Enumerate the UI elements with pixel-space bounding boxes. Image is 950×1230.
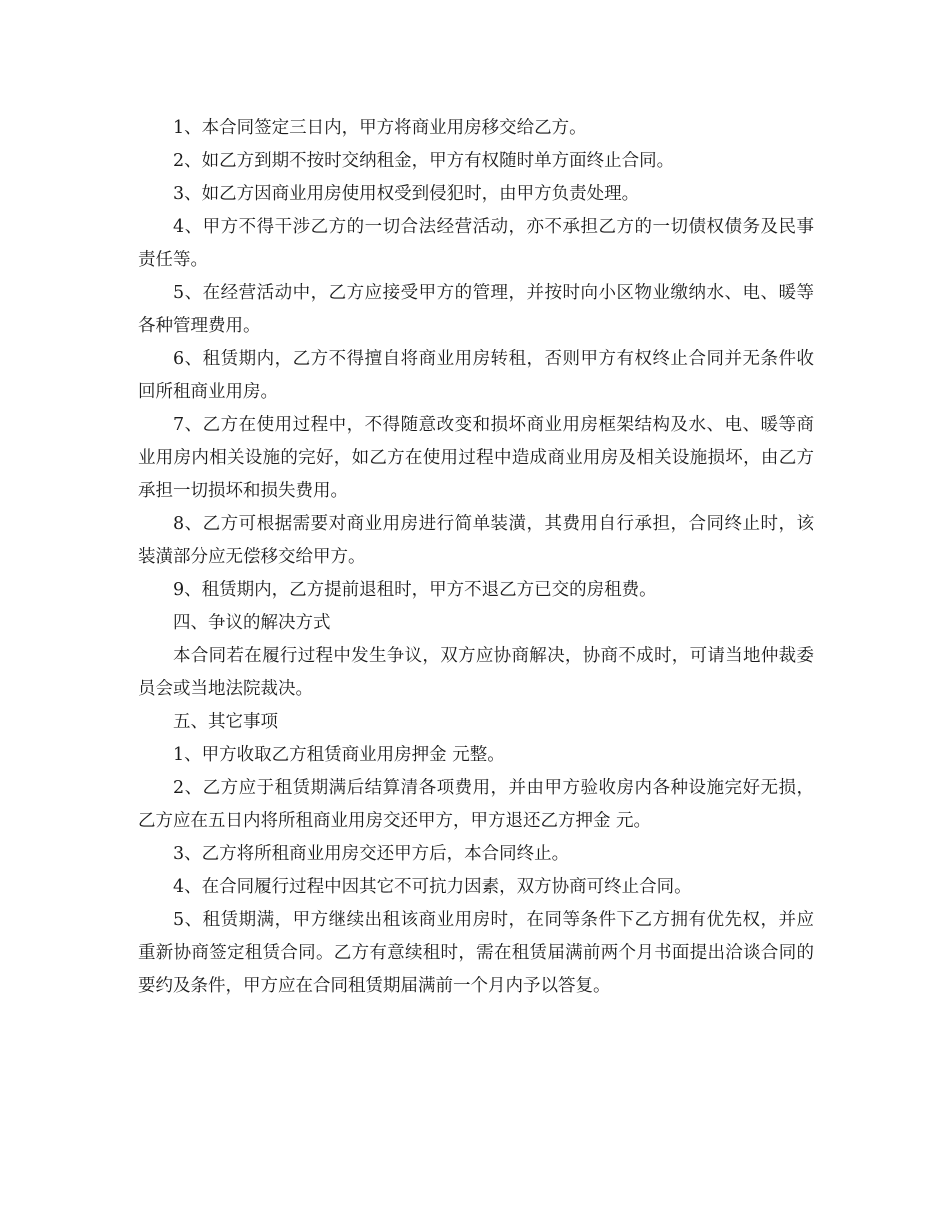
clause-rent-default: 2、如乙方到期不按时交纳租金，甲方有权随时单方面终止合同。 (173, 151, 675, 171)
clause-early-termination: 9、租赁期内，乙方提前退租时，甲方不退乙方已交的房租费。 (173, 580, 657, 600)
clause-renewal: 5、租赁期满，甲方继续出租该商业用房时，在同等条件下乙方拥有优先权，并应重新协商签定租赁合同。乙方有意续租时，需在租赁届满前两个月书面提出洽谈合同的要约及条件，甲方应在合同租赁期届满前一个月内予以答复。 (138, 910, 814, 996)
clause-no-sublease: 6、租赁期内，乙方不得擅自将商业用房转租，否则甲方有权终止合同并无条件收回所租商业用房。 (138, 349, 814, 402)
clause-dispute-resolution: 本合同若在履行过程中发生争议，双方应协商解决，协商不成时，可请当地仲裁委员会或当地法院裁决。 (138, 646, 814, 699)
clause-deposit: 1、甲方收取乙方租赁商业用房押金 元整。 (173, 745, 505, 765)
clause-handover: 1、本合同签定三日内，甲方将商业用房移交给乙方。 (173, 118, 587, 138)
section-heading-other: 五、其它事项 (173, 712, 278, 732)
clause-management-fees: 5、在经营活动中，乙方应接受甲方的管理，并按时向小区物业缴纳水、电、暖等各种管理费用。 (138, 283, 814, 336)
clause-force-majeure: 4、在合同履行过程中因其它不可抗力因素，双方协商可终止合同。 (173, 877, 692, 897)
clause-no-interference: 4、甲方不得干涉乙方的一切合法经营活动，亦不承担乙方的一切债权债务及民事责任等。 (138, 217, 814, 270)
document-body (138, 112, 814, 1003)
clause-settlement: 2、乙方应于租赁期满后结算清各项费用，并由甲方验收房内各种设施完好无损，乙方应在五日内将所租商业用房交还甲方，甲方退还乙方押金 元。 (138, 778, 814, 831)
section-heading-dispute: 四、争议的解决方式 (173, 613, 331, 633)
clause-structure-damage: 7、乙方在使用过程中，不得随意改变和损坏商业用房框架结构及水、电、暖等商业用房内相关设施的完好，如乙方在使用过程中造成商业用房及相关设施损坏，由乙方承担一切损坏和损失费用。 (138, 415, 814, 501)
clause-infringement: 3、如乙方因商业用房使用权受到侵犯时，由甲方负责处理。 (173, 184, 640, 204)
clause-contract-end: 3、乙方将所租商业用房交还甲方后，本合同终止。 (173, 844, 570, 864)
clause-decoration: 8、乙方可根据需要对商业用房进行简单装潢，其费用自行承担，合同终止时，该装潢部分应无偿移交给甲方。 (138, 514, 814, 567)
